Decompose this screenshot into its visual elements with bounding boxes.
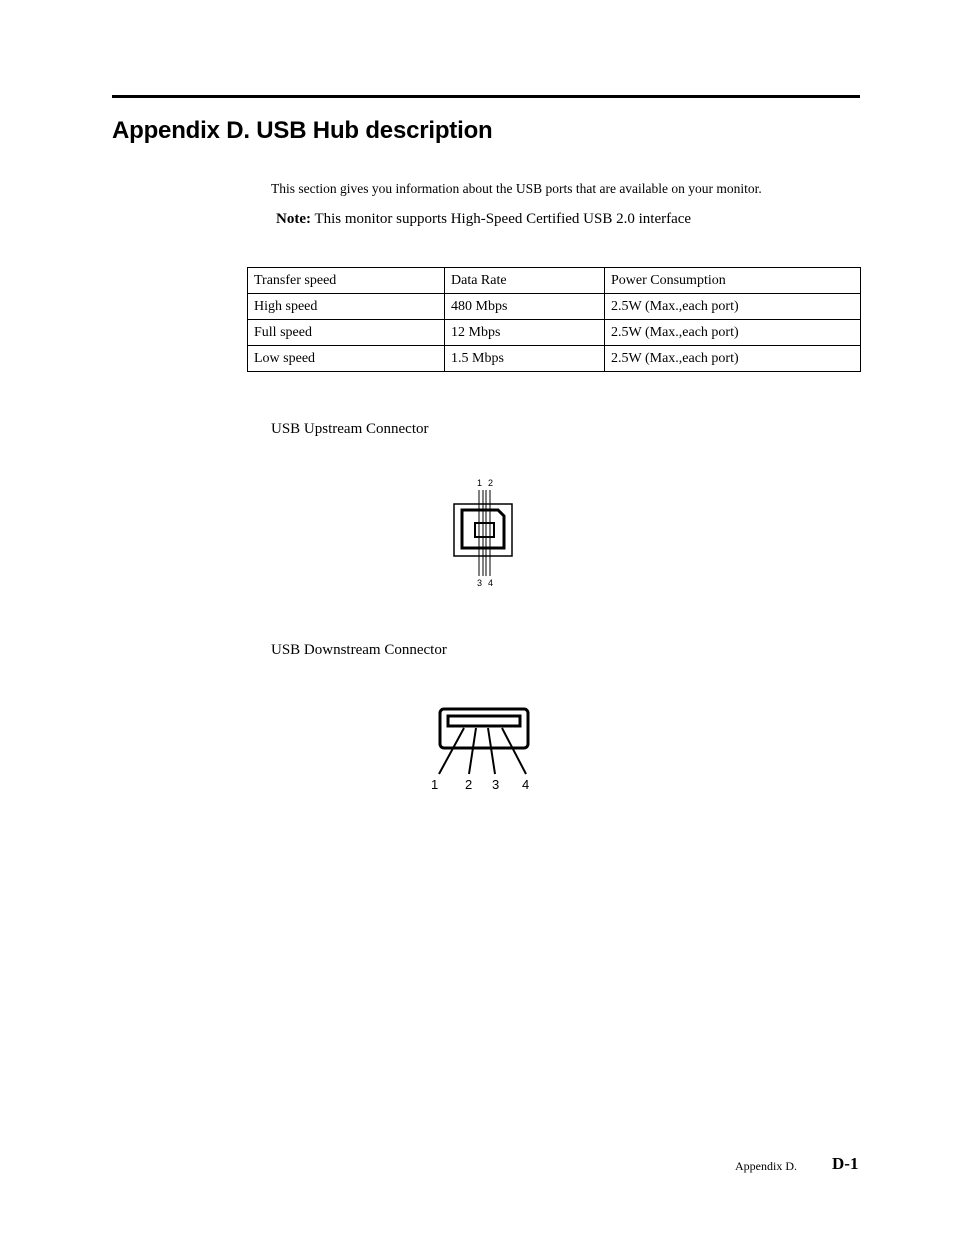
table-cell: 1.5 Mbps [445, 346, 605, 372]
table-cell: 480 Mbps [445, 294, 605, 320]
pin-label: 3 [492, 777, 500, 792]
pin-line [502, 728, 526, 774]
table-header-cell: Transfer speed [248, 268, 445, 294]
table-header-row [248, 268, 861, 294]
pin-label: 1 [477, 478, 483, 488]
note-paragraph [276, 211, 691, 228]
page-title: Appendix D. USB Hub description [112, 117, 493, 144]
intro-paragraph: This section gives you information about the USB ports that are available on your monitor. [271, 181, 762, 196]
usb-spec-table [247, 267, 861, 372]
connector-tongue [448, 716, 520, 726]
usb-upstream-connector-diagram [446, 474, 530, 592]
table-cell: 2.5W (Max.,each port) [605, 294, 861, 320]
note-text: This monitor supports High-Speed Certified USB 2.0 interface [310, 211, 692, 227]
header-rule [112, 95, 860, 98]
table-row [248, 320, 861, 346]
pin-label: 2 [488, 478, 494, 488]
page-number: D-1 [832, 1154, 859, 1173]
table-row [248, 294, 861, 320]
pin-line [439, 728, 464, 774]
upstream-caption: USB Upstream Connector [271, 421, 429, 437]
pin-line [469, 728, 476, 774]
connector-tongue [475, 523, 494, 537]
table-header-cell: Data Rate [445, 268, 605, 294]
pin-label: 4 [522, 777, 530, 792]
usb-downstream-connector-diagram [426, 702, 538, 796]
table-row [248, 346, 861, 372]
table-cell: 2.5W (Max.,each port) [605, 346, 861, 372]
table-cell: Full speed [248, 320, 445, 346]
pin-label: 4 [488, 578, 494, 588]
pin-label: 3 [477, 578, 483, 588]
note-label: Note: [276, 211, 311, 227]
pin-label: 2 [465, 777, 473, 792]
table-cell: 12 Mbps [445, 320, 605, 346]
downstream-caption: USB Downstream Connector [271, 642, 447, 658]
pin-label: 1 [431, 777, 439, 792]
table-header-cell: Power Consumption [605, 268, 861, 294]
footer-label: Appendix D. [735, 1159, 797, 1173]
table-cell: Low speed [248, 346, 445, 372]
table-cell: 2.5W (Max.,each port) [605, 320, 861, 346]
pin-line [488, 728, 495, 774]
table-cell: High speed [248, 294, 445, 320]
